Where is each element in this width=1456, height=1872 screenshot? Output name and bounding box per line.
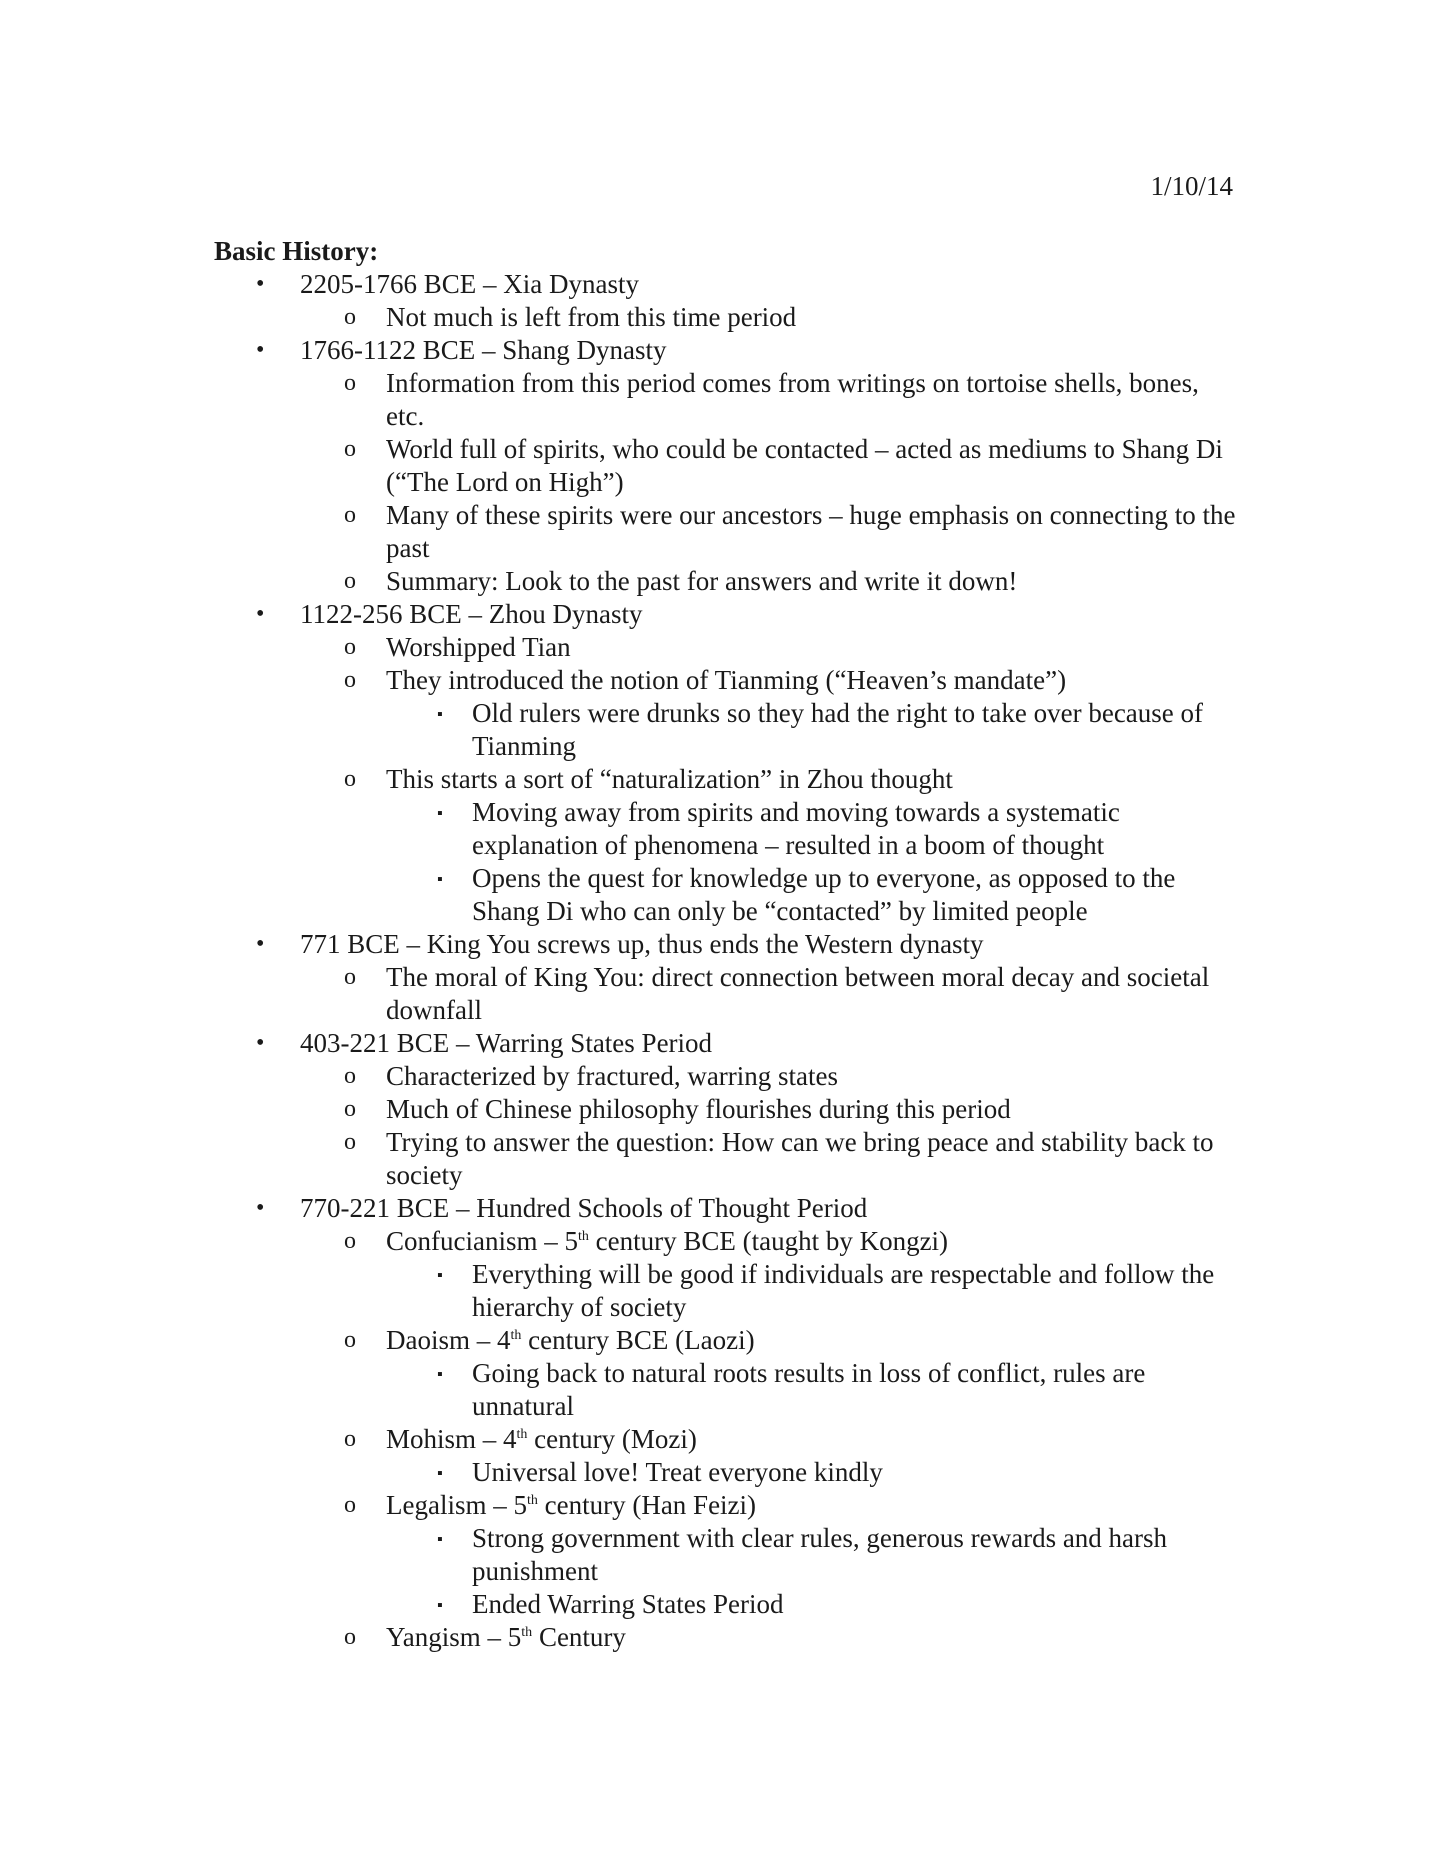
list-marker-circle: o (344, 964, 356, 990)
outline-item-text: Opens the quest for knowledge up to everyone, as opposed to the Shang Di who can only be “contacted” by limited people (472, 863, 1176, 926)
outline-item-level-2 (0, 433, 1240, 499)
outline-item-level-1 (0, 268, 1240, 301)
outline-item-text: Universal love! Treat everyone kindly (472, 1457, 883, 1487)
outline-item-level-2 (0, 1225, 1240, 1258)
outline-item-text: Strong government with clear rules, generous rewards and harsh punishment (472, 1523, 1168, 1586)
outline-item-level-2 (0, 301, 1240, 334)
list-marker-square: ▪ (437, 1366, 443, 1383)
outline-item-level-3 (0, 697, 1232, 763)
list-marker-circle: o (344, 634, 356, 660)
outline-item-level-3 (0, 1357, 1232, 1423)
outline-item-text: Legalism – 5th century (Han Feizi) (386, 1490, 757, 1520)
list-marker-square: ▪ (437, 805, 443, 822)
outline-item-level-1 (0, 1027, 1240, 1060)
outline-item-text: 403-221 BCE – Warring States Period (300, 1028, 713, 1058)
outline-item-level-2 (0, 1060, 1240, 1093)
outline-item-text: Moving away from spirits and moving towards a systematic explanation of phenomena – resulted in a boom of thought (472, 797, 1120, 860)
outline-item-level-2 (0, 1093, 1240, 1126)
outline-item-level-3 (0, 1456, 1232, 1489)
outline-item-text: Much of Chinese philosophy flourishes during this period (386, 1094, 1011, 1124)
outline-item-level-2 (0, 1423, 1240, 1456)
list-marker-bullet: • (256, 1195, 265, 1221)
document-date: 1/10/14 (1150, 171, 1233, 201)
outline-item-text: They introduced the notion of Tianming (“Heaven’s mandate”) (386, 665, 1067, 695)
outline-item-level-2 (0, 961, 1240, 1027)
outline-item-level-3 (0, 796, 1232, 862)
list-marker-circle: o (344, 502, 356, 528)
list-marker-circle: o (344, 1063, 356, 1089)
outline-item-level-1 (0, 598, 1240, 631)
ordinal-suffix: th (521, 1625, 533, 1640)
outline-item-text: Mohism – 4th century (Mozi) (386, 1424, 697, 1454)
list-marker-circle: o (344, 370, 356, 396)
outline-item-text: Characterized by fractured, warring states (386, 1061, 839, 1091)
outline-item-text: 2205-1766 BCE – Xia Dynasty (300, 269, 639, 299)
ordinal-suffix: th (516, 1427, 528, 1442)
history-outline (0, 268, 1456, 1654)
outline-item-text: Going back to natural roots results in loss of conflict, rules are unnatural (472, 1358, 1146, 1421)
outline-item-level-3 (0, 1588, 1232, 1621)
outline-item-level-1 (0, 1192, 1240, 1225)
list-marker-circle: o (344, 1228, 356, 1254)
outline-item-text: Ended Warring States Period (472, 1589, 784, 1619)
outline-item-level-3 (0, 1522, 1232, 1588)
list-marker-square: ▪ (437, 1465, 443, 1482)
ordinal-suffix: th (510, 1328, 522, 1343)
outline-item-text: Summary: Look to the past for answers and write it down! (386, 566, 1018, 596)
outline-item-level-2 (0, 1126, 1240, 1192)
list-marker-bullet: • (256, 337, 265, 363)
outline-item-text: This starts a sort of “naturalization” in Zhou thought (386, 764, 953, 794)
list-marker-circle: o (344, 667, 356, 693)
outline-item-level-2 (0, 1621, 1240, 1654)
list-marker-bullet: • (256, 601, 265, 627)
list-marker-square: ▪ (437, 1597, 443, 1614)
list-marker-circle: o (344, 1327, 356, 1353)
list-marker-circle: o (344, 1096, 356, 1122)
outline-item-level-2 (0, 1324, 1240, 1357)
list-marker-bullet: • (256, 1030, 265, 1056)
outline-item-level-2 (0, 631, 1240, 664)
outline-item-level-2 (0, 367, 1240, 433)
outline-item-level-3 (0, 862, 1232, 928)
list-marker-square: ▪ (437, 1531, 443, 1548)
outline-item-text: 1766-1122 BCE – Shang Dynasty (300, 335, 667, 365)
ordinal-suffix: th (577, 1229, 589, 1244)
list-marker-circle: o (344, 304, 356, 330)
outline-item-text: 1122-256 BCE – Zhou Dynasty (300, 599, 643, 629)
list-marker-circle: o (344, 436, 356, 462)
outline-item-level-2 (0, 763, 1240, 796)
outline-item-level-3 (0, 1258, 1232, 1324)
list-marker-square: ▪ (437, 871, 443, 888)
outline-item-text: 771 BCE – King You screws up, thus ends the Western dynasty (300, 929, 984, 959)
outline-item-level-1 (0, 928, 1240, 961)
outline-item-text: Old rulers were drunks so they had the right to take over because of Tianming (472, 698, 1204, 761)
outline-item-text: Many of these spirits were our ancestors – huge emphasis on connecting to the past (386, 500, 1236, 563)
outline-item-text: Yangism – 5th Century (386, 1622, 626, 1652)
list-marker-circle: o (344, 1492, 356, 1518)
outline-item-level-2 (0, 1489, 1240, 1522)
outline-item-text: Everything will be good if individuals are respectable and follow the hierarchy of society (472, 1259, 1215, 1322)
section-heading: Basic History: (214, 236, 379, 266)
list-marker-circle: o (344, 1129, 356, 1155)
outline-item-text: Not much is left from this time period (386, 302, 797, 332)
list-marker-circle: o (344, 766, 356, 792)
outline-item-text: The moral of King You: direct connection between moral decay and societal downfall (386, 962, 1210, 1025)
list-marker-bullet: • (256, 931, 265, 957)
outline-item-text: Daoism – 4th century BCE (Laozi) (386, 1325, 755, 1355)
list-marker-circle: o (344, 1426, 356, 1452)
outline-item-text: World full of spirits, who could be contacted – acted as mediums to Shang Di (“The Lord on High”) (386, 434, 1223, 497)
outline-item-level-2 (0, 664, 1240, 697)
list-marker-square: ▪ (437, 706, 443, 723)
outline-item-level-2 (0, 565, 1240, 598)
list-marker-circle: o (344, 568, 356, 594)
list-marker-bullet: • (256, 271, 265, 297)
outline-item-level-2 (0, 499, 1240, 565)
outline-item-text: 770-221 BCE – Hundred Schools of Thought Period (300, 1193, 868, 1223)
ordinal-suffix: th (526, 1493, 538, 1508)
outline-item-text: Trying to answer the question: How can we bring peace and stability back to society (386, 1127, 1214, 1190)
outline-item-text: Information from this period comes from writings on tortoise shells, bones, etc. (386, 368, 1199, 431)
list-marker-square: ▪ (437, 1267, 443, 1284)
outline-item-level-1 (0, 334, 1240, 367)
outline-item-text: Worshipped Tian (386, 632, 571, 662)
outline-item-text: Confucianism – 5th century BCE (taught by Kongzi) (386, 1226, 949, 1256)
list-marker-circle: o (344, 1624, 356, 1650)
